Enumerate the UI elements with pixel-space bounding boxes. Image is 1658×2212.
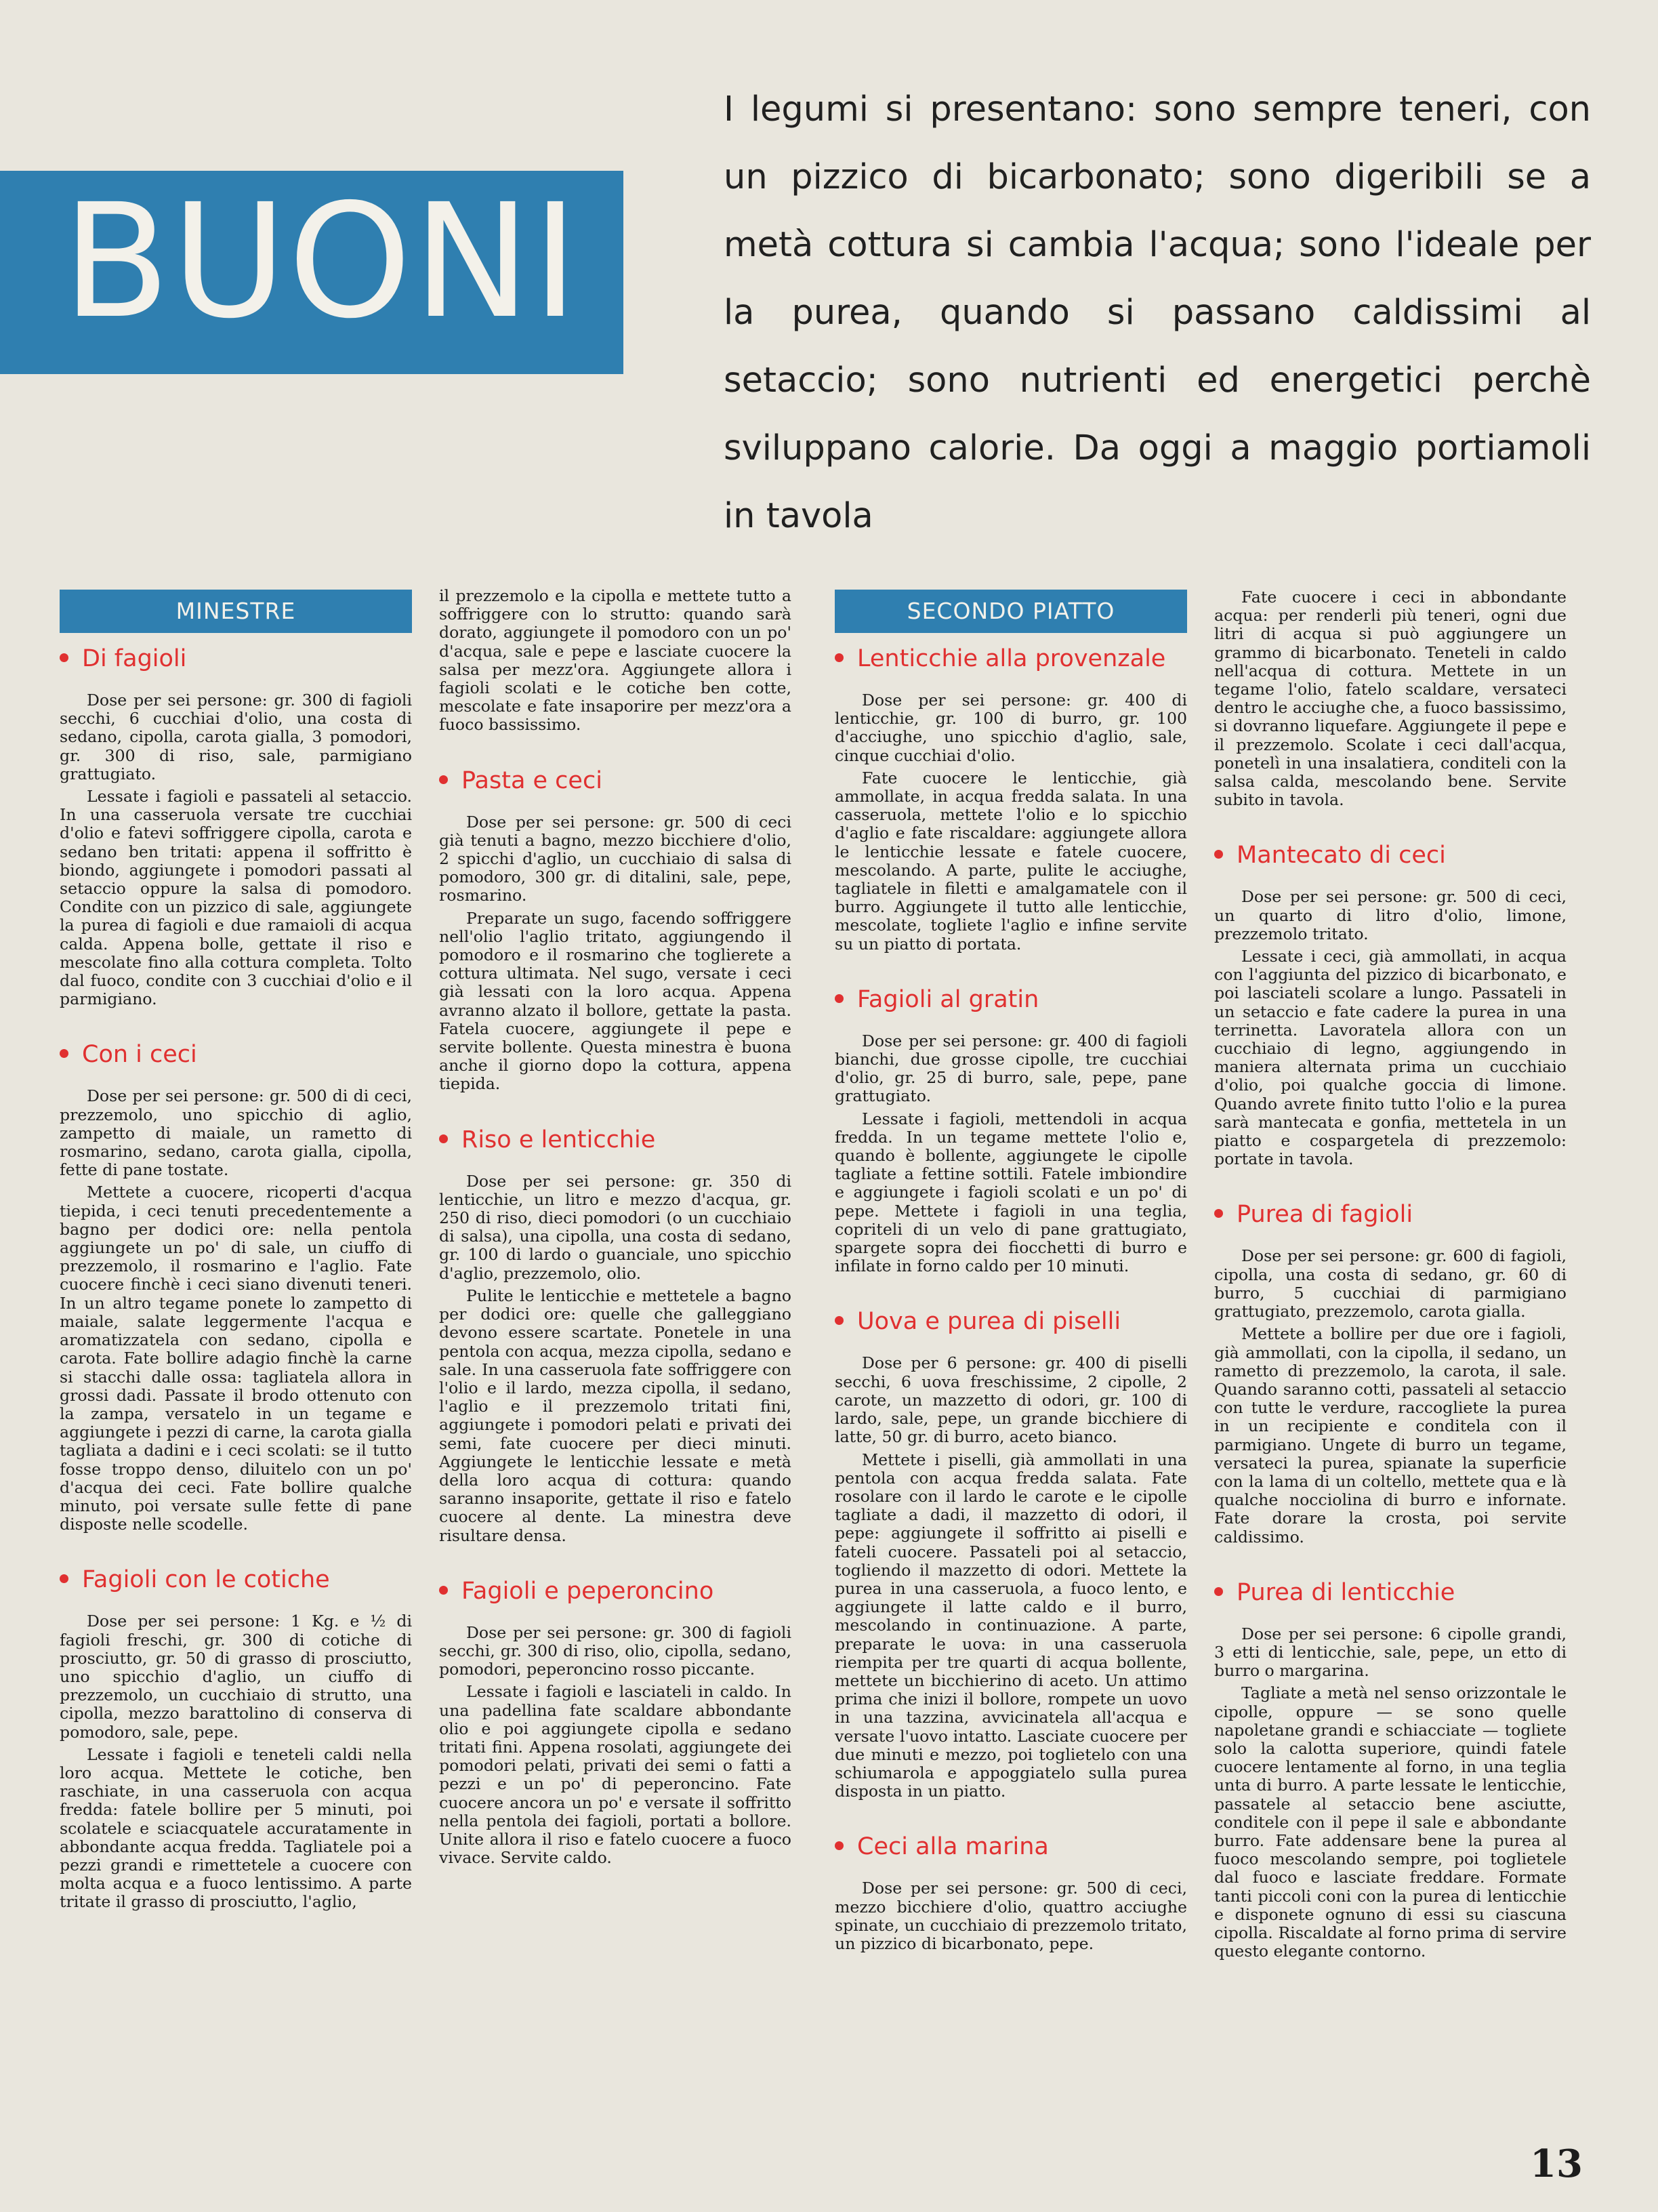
recipe-ingredients: Dose per sei persone: gr. 300 di fagioli secchi, 6 cucchiai d'olio, una costa di sedano, cipolla, carota gialla, 3 pomodori, gr. 300 di riso, sale, parmigiano grattugiato.: [60, 691, 412, 783]
column-1: [60, 590, 412, 1944]
recipe-ingredients: Dose per sei persone: gr. 500 di ceci, mezzo bicchiere d'olio, quattro acciughe spinate, un cucchiaio di prezzemolo tritato, un pizzico di bicarbonato, pepe.: [835, 1879, 1187, 1953]
recipe-fagioli-con-le-cotiche: [60, 1566, 412, 1911]
recipe-method: Pulite le lenticchie e mettetele a bagno per dodici ore: quelle che galleggiano devono essere scartate. Ponetele in una pentola con acqua, mezza cipolla, sedano e sale. In una casseruola fate soffriggere con l'olio e il lardo, mezza cipolla, il sedano, l'aglio e il prezzemolo tritati fini, aggiungete i pomodori pelati e privati dei semi, fate cuocere per dieci minuti. Aggiungete le lenticchie lessate e metà della loro acqua di cottura: quando saranno insaporite, gettate il riso e fatelo cuocere al dente. La minestra deve risultare densa.: [439, 1286, 791, 1545]
recipe-method: Mettete a cuocere, ricoperti d'acqua tiepida, i ceci tenuti precedentemente a bagno per dodici ore: nella pentola aggiungete un po' di sale, un ciuffo di prezzemolo, il rosmarino e l'aglio. Fate cuocere finchè i ceci siano divenuti teneri. In un altro tegame ponete lo zampetto di maiale, salate leggermente l'acqua e aromatizzatela con sedano, cipolla e carota. Fate bollire adagio finchè la carne si stacchi dalle ossa: tagliatela allora in grossi dadi. Passate il brodo ottenuto con la zampa, versatelo in un tegame e aggiungete i pezzi di carne, la carota gialla tagliata a dadini e i ceci scolati: se il tutto fosse troppo denso, diluitelo con un po' d'acqua dei ceci. Fate bollire qualche minuto, poi versate sulle fette di pane disposte nelle scodelle.: [60, 1183, 412, 1534]
recipe-method: Lessate i ceci, già ammollati, in acqua con l'aggiunta del pizzico di bicarbonato, e poi lasciateli scolare a lungo. Passateli in un setaccio e fate cadere la purea in una terrinetta. Lavoratela allora con un cucchiaio di legno, aggiungendo in maniera alternata prima un cucchiaio d'olio, poi qualche goccia di limone. Quando avrete finito tutto l'olio e la purea sarà mantecata e gonfia, mettetela in un piatto e cospargetela di prezzemolo: portate in tavola.: [1214, 947, 1567, 1169]
section-header-minestre: MINESTRE: [60, 590, 412, 633]
recipe-title: Di fagioli: [60, 645, 412, 672]
recipe-fagioli-al-gratin: [835, 986, 1187, 1276]
recipe-title: Ceci alla marina: [835, 1833, 1187, 1860]
bullet-icon: [439, 1134, 448, 1143]
recipe-ceci-alla-marina: [835, 1833, 1187, 1953]
recipe-method: Fate cuocere le lenticchie, già ammollate, in acqua fredda salata. In una casseruola, mettete l'olio e lo spicchio d'aglio e fate riscaldare: aggiungete allora le lenticchie lessate e fatele cuocere, mescolando. A parte, pulite le acciughe, tagliatele in filetti e amalgamatele con il burro. Aggiungete il tutto alle lenticchie, mescolate, togliete l'aglio e infine servite su un piatto di portata.: [835, 768, 1187, 954]
recipe-fagioli-e-peperoncino: [439, 1578, 791, 1868]
recipe-ingredients: Dose per sei persone: 1 Kg. e ½ di fagioli freschi, gr. 300 di cotiche di prosciutto, gr. 50 di grasso di prosciutto, uno spicchio d'aglio, un ciuffo di prezzemolo, un cucchiaio di strutto, una cipolla, mezzo barattolino di conserva di pomodoro, sale, pepe.: [60, 1612, 412, 1742]
bullet-icon: [835, 1316, 844, 1325]
recipe-ingredients: Dose per sei persone: gr. 400 di fagioli bianchi, due grosse cipolle, tre cucchiai d'olio, gr. 25 di burro, sale, pepe, pane grattugiato.: [835, 1031, 1187, 1106]
recipe-ingredients: Dose per sei persone: gr. 400 di lenticchie, gr. 100 di burro, gr. 100 d'acciughe, uno spicchio d'aglio, sale, cinque cucchiai d'olio.: [835, 691, 1187, 765]
recipe-title: Riso e lenticchie: [439, 1126, 791, 1153]
recipe-title: Fagioli con le cotiche: [60, 1566, 412, 1593]
recipe-con-i-ceci: [60, 1041, 412, 1534]
recipe-ingredients: Dose per sei persone: gr. 600 di fagioli, cipolla, una costa di sedano, gr. 60 di burro, 5 cucchiai di parmigiano grattugiato, prezzemolo, carota gialla.: [1214, 1246, 1567, 1322]
recipe-di-fagioli: [60, 645, 412, 1008]
recipe-method: Fate cuocere i ceci in abbondante acqua: per renderli più teneri, ogni due litri di acqua si può aggiungere un grammo di bicarbonato. Teneteli in caldo nell'acqua di cottura. Mettete in un tegame l'olio, fatelo scaldare, versateci dentro le acciughe che, a fuoco bassissimo, si dovranno liquefare. Aggiungete il pepe e il prezzemolo. Scolate i ceci dall'acqua, ponetelì in una insalatiera, conditeli con la salsa calda, mescolando bene. Servite subito in tavola.: [1214, 588, 1567, 810]
recipe-ingredients: Dose per sei persone: gr. 300 di fagioli secchi, gr. 300 di riso, olio, cipolla, sedano, pomodori, peperoncino rosso piccante.: [439, 1622, 791, 1679]
recipe-method: Preparate un sugo, facendo soffriggere nell'olio l'aglio tritato, aggiungendo il pomodoro e il rosmarino che toglierete a cottura ultimata. Nel sugo, versate i ceci già lessati con la loro acqua. Appena avranno alzato il bollore, gettate la pasta. Fatela cuocere, aggiungete il pepe e servite bollente. Questa minestra è buona anche il giorno dopo la cottura, appena tiepida.: [439, 908, 791, 1094]
recipe-method: il prezzemolo e la cipolla e mettete tutto a soffriggere con lo strutto: quando sarà dorato, aggiungete il pomodoro con un po' d'acqua, sale e pepe e lasciate cuocere la salsa per mezz'ora. Aggiungete allora i fagioli scolati e le cotiche ben cotte, mescolate e fate insaporire per mezz'ora a fuoco bassissimo.: [439, 586, 791, 735]
bullet-icon: [835, 1841, 844, 1850]
recipe-method: Tagliate a metà nel senso orizzontale le cipolle, oppure — se sono quelle napoletane grandi e schiacciate — togliete solo la calotta superiore, quindi fatele cuocere lentamente al forno, in una teglia unta di burro. A parte lessate le lenticchie, passatele al setaccio bene asciutte, conditele con il pepe il sale e abbondante burro. Fate addensare bene la purea al fuoco mescolando sempre, poi toglietele dal fuoco e lasciate freddare. Formate tanti piccoli coni con la purea di lenticchie e disponete ognuno di essi su ciascuna cipolla. Riscaldate al forno prima di servire questo elegante contorno.: [1214, 1683, 1567, 1961]
recipe-purea-di-lenticchie: [1214, 1579, 1567, 1961]
recipe-title: Uova e purea di piselli: [835, 1308, 1187, 1335]
recipe-lenticchie-alla-provenzale: [835, 645, 1187, 954]
title-band: [0, 171, 623, 374]
recipe-title: Fagioli e peperoncino: [439, 1578, 791, 1605]
bullet-icon: [439, 1586, 448, 1595]
recipe-ingredients: Dose per sei persone: gr. 500 di ceci, un quarto di litro d'olio, limone, prezzemolo tritato.: [1214, 887, 1567, 943]
recipe-title: Lenticchie alla provenzale: [835, 645, 1187, 672]
recipe-method: Lessate i fagioli e teneteli caldi nella loro acqua. Mettete le cotiche, ben raschiate, in una casseruola con acqua fredda: fatele bollire per 5 minuti, poi scolatele e sciacquatele accuratamente in abbondante acqua fredda. Tagliatele poi a pezzi grandi e rimettetele a cuocere con molta acqua e a fuoco lentissimo. A parte tritate il grasso di prosciutto, l'aglio,: [60, 1744, 412, 1912]
bullet-icon: [60, 1049, 68, 1058]
recipe-method: Mettete a bollire per due ore i fagioli, già ammollati, con la cipolla, il sedano, un rametto di prezzemolo, la carota, il sale. Quando saranno cotti, passateli al setaccio con tutte le verdure, raccogliete la purea in un recipiente e conditela con il parmigiano. Ungete di burro un tegame, versateci la purea, spianate la superficie con la lama di un coltello, mettete qua e là qualche nocciolina di burro e infornate. Fate dorare la crosta, poi servite caldissimo.: [1214, 1324, 1567, 1547]
recipe-method: Lessate i fagioli e lasciateli in caldo. In una padellina fate scaldare abbondante olio e poi aggiungete cipolla e sedano tritati fini. Appena rosolati, aggiungete dei pomodori pelati, privati dei semi o fatti a pezzi e un po' di peperoncino. Fate cuocere ancora un po' e versate il soffritto nella pentola dei fagioli, portati a bollore. Unite allora il riso e fatelo cuocere a fuoco vivace. Servite caldo.: [439, 1682, 791, 1868]
recipe-ingredients: Dose per sei persone: gr. 500 di ceci già tenuti a bagno, mezzo bicchiere d'olio, 2 spicchi d'aglio, un cucchiaio di salsa di pomodoro, 300 gr. di ditalini, sale, pepe, rosmarino.: [439, 812, 791, 905]
column-3: [835, 590, 1187, 1986]
recipe-uova-e-purea-di-piselli: [835, 1308, 1187, 1801]
recipe-method: Lessate i fagioli e passateli al setaccio. In una casseruola versate tre cucchiai d'olio e fatevi soffriggere cipolla, carota e sedano ben tritati: appena il soffritto è biondo, aggiungete i pomodori passati al setaccio oppure la salsa di pomodoro. Condite con un pizzico di sale, aggiungete la purea di fagioli e due ramaioli di acqua calda. Appena bolle, gettate il riso e mescolate fino alla cottura completa. Tolto dal fuoco, condite con 3 cucchiai d'olio e il parmigiano.: [60, 787, 412, 1009]
page-number: 13: [1530, 2142, 1583, 2186]
column-2: [439, 587, 791, 1900]
bullet-icon: [439, 775, 448, 784]
recipe-purea-di-fagioli: [1214, 1201, 1567, 1546]
section-header-secondo-piatto: SECONDO PIATTO: [835, 590, 1187, 633]
page-title: BUONI: [62, 170, 580, 353]
recipe-riso-e-lenticchie: [439, 1126, 791, 1545]
column-4: [1214, 588, 1567, 1993]
recipe-ingredients: Dose per sei persone: 6 cipolle grandi, 3 etti di lenticchie, sale, pepe, un etto di burro o margarina.: [1214, 1624, 1567, 1681]
bullet-icon: [1214, 1587, 1223, 1596]
recipe-mantecato-di-ceci: [1214, 842, 1567, 1168]
recipe-method: Lessate i fagioli, mettendoli in acqua fredda. In un tegame mettete l'olio e, quando è bollente, aggiungete le cipolle tagliate a fettine sottili. Fatele imbiondire e aggiungete i fagioli scolati e un po' di pepe. Mettete i fagioli in una teglia, copriteli di un velo di pane grattugiato, spargete sopra dei fiocchetti di burro e infilate in forno caldo per 10 minuti.: [835, 1109, 1187, 1276]
bullet-icon: [1214, 1209, 1223, 1218]
recipe-title: Mantecato di ceci: [1214, 842, 1567, 869]
recipe-ingredients: Dose per sei persone: gr. 350 di lenticchie, un litro e mezzo d'acqua, gr. 250 di riso, dieci pomodori (o un cucchiaio di salsa), una cipolla, una costa di sedano, gr. 100 di lardo o guanciale, uno spicchio d'aglio, prezzemolo, olio.: [439, 1171, 791, 1283]
recipe-method: Mettete i piselli, già ammollati in una pentola con acqua fredda salata. Fate rosolare con il lardo le carote e le cipolle tagliate a dadi, il mazzetto di odori, il pepe: aggiungete il soffritto ai piselli e fateli cuocere. Passateli poi al setaccio, togliendo il mazzetto di odori. Mettete la purea in una casseruola, a fuoco lento, e aggiungete il latte caldo e il burro, mescolando in continuazione. A parte, preparate le uova: in una casseruola riempita per tre quarti di acqua bollente, mettete un bicchierino di aceto. Un attimo prima che inizi il bollore, rompete un uovo in una tazzina, avvicinatela all'acqua e versate l'uovo intatto. Lasciate cuocere per due minuti e mezzo, poi toglietelo con una schiumarola e appoggiatelo sulla purea disposta in un piatto.: [835, 1450, 1187, 1801]
recipe-title: Purea di fagioli: [1214, 1201, 1567, 1228]
recipe-title: Pasta e ceci: [439, 767, 791, 794]
bullet-icon: [60, 1574, 68, 1583]
recipe-title: Fagioli al gratin: [835, 986, 1187, 1013]
recipe-ceci-alla-marina-continued: [1214, 588, 1567, 809]
recipe-pasta-e-ceci: [439, 767, 791, 1094]
bullet-icon: [1214, 850, 1223, 859]
recipe-ingredients: Dose per sei persone: gr. 500 di di ceci, prezzemolo, uno spicchio di aglio, zampetto di maiale, un rametto di rosmarino, sedano, carota gialla, cipolla, fette di pane tostate.: [60, 1086, 412, 1180]
bullet-icon: [60, 653, 68, 662]
bullet-icon: [835, 653, 844, 662]
intro-text: I legumi si presentano: sono sempre teneri, con un pizzico di bicarbonato; sono digeribili se a metà cottura si cambia l'acqua; sono l'ideale per la purea, quando si passano caldissimi al setaccio; sono nutrienti ed energetici perchè sviluppano calorie. Da oggi a maggio portiamoli in tavola: [724, 89, 1591, 536]
bullet-icon: [835, 994, 844, 1003]
recipe-cotiche-continued: [439, 587, 791, 735]
recipe-title: Con i ceci: [60, 1041, 412, 1068]
recipe-ingredients: Dose per 6 persone: gr. 400 di piselli secchi, 6 uova freschissime, 2 cipolle, 2 carote, un mazzetto di odori, gr. 100 di lardo, sale, pepe, un grande bicchiere di latte, 50 gr. di burro, aceto bianco.: [835, 1353, 1187, 1447]
recipe-title: Purea di lenticchie: [1214, 1579, 1567, 1606]
